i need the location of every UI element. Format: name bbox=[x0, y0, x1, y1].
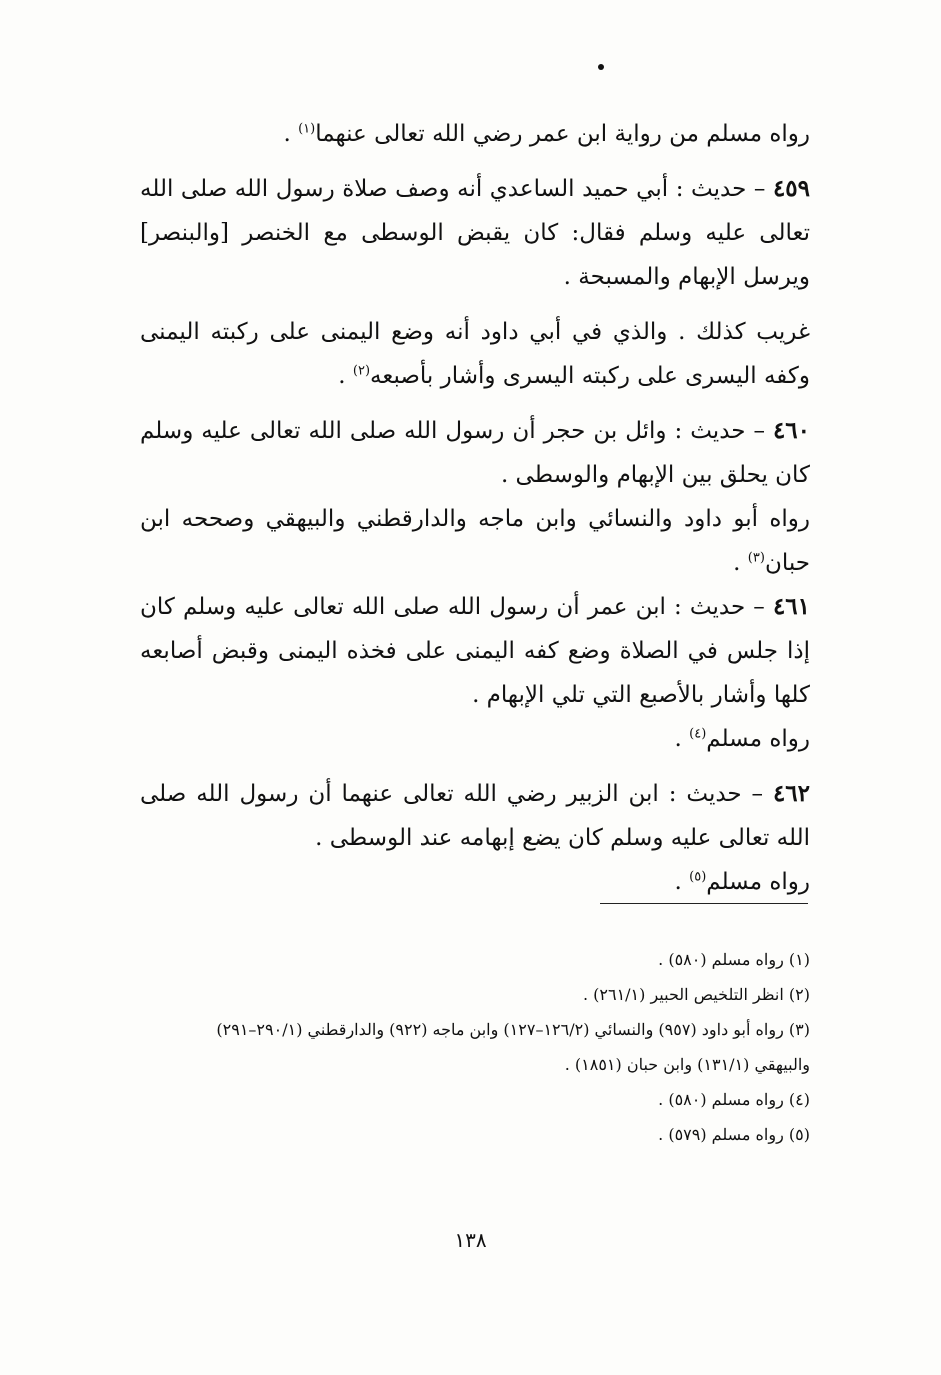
paragraph-end: . bbox=[674, 726, 690, 752]
hadith-number: ٤٥٩ bbox=[772, 175, 811, 202]
footnotes bbox=[134, 942, 810, 1152]
hadith-460 bbox=[140, 409, 810, 497]
paragraph-text: رواه مسلم bbox=[706, 869, 810, 895]
paragraph-end: . bbox=[338, 363, 353, 389]
hadith-number: ٤٦٢ bbox=[772, 780, 810, 807]
page-number: ١٣٨ bbox=[454, 1228, 487, 1252]
paragraph-end: . bbox=[674, 869, 690, 895]
footnote-3 bbox=[134, 1012, 810, 1082]
footnote-divider bbox=[600, 903, 808, 904]
footnote-ref: (٢) bbox=[352, 363, 371, 379]
hadith-number: ٤٦٠ bbox=[772, 417, 810, 444]
main-text bbox=[140, 112, 810, 904]
footnote-ref: (٤) bbox=[689, 726, 707, 742]
paragraph-end: . bbox=[283, 121, 299, 147]
paragraph-text: رواه مسلم bbox=[706, 726, 810, 752]
footnote-ref: (١) bbox=[298, 121, 316, 137]
footnote-ref: (٥) bbox=[689, 869, 707, 885]
hadith-text: – حديث : ابن عمر أن رسول الله صلى الله تعالى عليه وسلم كان إذا جلس في الصلاة وضع كفه اليمنى على فخذه اليمنى وقبض أصابعه كلها وأشار بالأصبع التي تلي الإبهام . bbox=[140, 594, 810, 708]
footnote-1: (١) رواه مسلم (٥٨٠) . bbox=[658, 950, 810, 969]
paragraph-riwayah-5 bbox=[140, 860, 810, 904]
footnote-5: (٥) رواه مسلم (٥٧٩) . bbox=[658, 1125, 810, 1144]
hadith-number: ٤٦١ bbox=[772, 593, 810, 620]
ink-dot bbox=[598, 64, 604, 70]
hadith-462 bbox=[140, 772, 810, 860]
hadith-text: – حديث : أبي حميد الساعدي أنه وصف صلاة رسول الله صلى الله تعالى عليه وسلم فقال: كان يقبض الوسطى مع الخنصر [والبنصر] ويرسل الإبهام والمسبحة . bbox=[140, 176, 810, 290]
footnote-3-line-1: (٣) رواه أبو داود (٩٥٧) والنسائي (١٢٦/٢–١٢٧) وابن ماجه (٩٢٢) والدارقطني (٢٩٠/١–٢٩١) bbox=[216, 1020, 810, 1039]
paragraph-gharib bbox=[140, 310, 810, 398]
hadith-461 bbox=[140, 585, 810, 717]
footnote-4: (٤) رواه مسلم (٥٨٠) . bbox=[658, 1090, 810, 1109]
paragraph-riwayah-4 bbox=[140, 717, 810, 761]
paragraph-text: رواه مسلم من رواية ابن عمر رضي الله تعالى عنهما bbox=[315, 121, 810, 147]
paragraph-text: رواه أبو داود والنسائي وابن ماجه والدارقطني والبيهقي وصححه ابن حبان bbox=[140, 506, 810, 576]
paragraph-text: غريب كذلك . والذي في أبي داود أنه وضع اليمنى على ركبته اليمنى وكفه اليسرى على ركبته اليسرى وأشار بأصبعه bbox=[140, 319, 810, 389]
hadith-459 bbox=[140, 167, 810, 299]
hadith-text: – حديث : ابن الزبير رضي الله تعالى عنهما أن رسول الله صلى الله تعالى عليه وسلم كان يضع إبهامه عند الوسطى . bbox=[140, 781, 810, 851]
footnote-ref: (٣) bbox=[747, 550, 765, 566]
hadith-text: – حديث : وائل بن حجر أن رسول الله صلى الله تعالى عليه وسلم كان يحلق بين الإبهام والوسطى . bbox=[140, 418, 810, 488]
paragraph-riwayah-1 bbox=[140, 112, 810, 156]
paragraph-end: . bbox=[733, 550, 748, 576]
paragraph-riwayah-3 bbox=[140, 497, 810, 585]
footnote-3-line-2: والبيهقي (١٣١/١) وابن حبان (١٨٥١) . bbox=[564, 1055, 810, 1074]
footnote-2: (٢) انظر التلخيص الحبير (٢٦١/١) . bbox=[582, 985, 810, 1004]
